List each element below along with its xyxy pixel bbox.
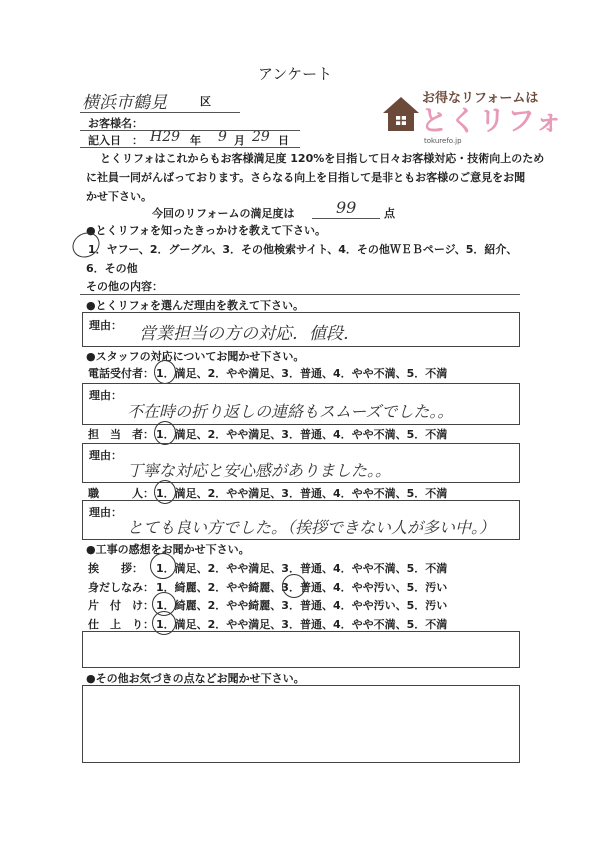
- intro-line-2: に社員一同がんばっております。さらなる向上を目指して是非ともお客様のご意見をお聞: [86, 171, 526, 184]
- other-comment-box: [82, 685, 520, 763]
- date-day: 29: [252, 129, 270, 145]
- day-label: 日: [278, 134, 289, 147]
- page-title: アンケート: [258, 65, 333, 83]
- logo-tagline: お得なリフォームは: [422, 91, 539, 106]
- reason-label: 理由：: [89, 506, 122, 519]
- work-options: 1．満足、2．やや満足、3．普通、4．やや不満、5．不満: [156, 618, 448, 631]
- reason-label: 理由：: [89, 389, 122, 402]
- selected-circle: [282, 574, 306, 598]
- date-year: H29: [150, 129, 181, 145]
- reason-text: 不在時の折り返しの連絡もスムーズでした。。: [127, 402, 454, 421]
- customer-name-label: お客様名：: [88, 117, 143, 130]
- q1-options-line2: 6．その他: [86, 262, 138, 275]
- q5-heading: ●その他お気づきの点などお聞かせ下さい。: [86, 672, 305, 685]
- date-line: [80, 147, 300, 148]
- work-options: 1．綺麗、2．やや綺麗、3．普通、4．やや汚い、5．汚い: [156, 581, 448, 594]
- date-month: 9: [218, 129, 227, 145]
- ward-underline: [80, 112, 240, 113]
- work-options: 1．満足、2．やや満足、3．普通、4．やや不満、5．不満: [156, 562, 448, 575]
- staff-options: 1．満足、2．やや満足、3．普通、4．やや不満、5．不満: [156, 367, 448, 380]
- staff-options: 1．満足、2．やや満足、3．普通、4．やや不満、5．不満: [156, 428, 448, 441]
- reason-text: とても良い方でした。（挨拶できない人が多い中。）: [127, 518, 496, 537]
- q2-reason-box: [82, 312, 520, 347]
- intro-line-3: かせ下さい。: [86, 190, 152, 203]
- reason-text: 丁寧な対応と安心感がありました。。: [127, 461, 392, 480]
- year-label: 年: [190, 134, 201, 147]
- selected-circle: [154, 360, 176, 384]
- selected-circle: [150, 553, 176, 579]
- q1-other-line: [80, 294, 520, 295]
- date-label: 記入日 ：: [88, 134, 143, 147]
- work-comment-box: [82, 631, 520, 668]
- selected-circle: [154, 421, 176, 445]
- satisfaction-line: [312, 218, 380, 219]
- staff-reason-box: [82, 500, 520, 540]
- work-label: 片 付 け：: [88, 599, 154, 612]
- work-options: 1．綺麗、2．やや綺麗、3．普通、4．やや汚い、5．汚い: [156, 599, 448, 612]
- staff-label: 電話受付者：: [88, 367, 154, 380]
- satisfaction-unit: 点: [384, 207, 395, 220]
- q1-other-label: その他の内容：: [86, 280, 163, 293]
- staff-reason-box: [82, 383, 520, 425]
- ward-value: 横浜市鶴見: [82, 93, 167, 113]
- q1-options-line1: 1．ヤフー、2．グーグル、3．その他検索サイト、4．その他ＷＥＢページ、5．紹介、: [88, 243, 518, 256]
- staff-options: 1．満足、2．やや満足、3．普通、4．やや不満、5．不満: [156, 487, 448, 500]
- intro-line-1: とくリフォはこれからもお客様満足度 120%を目指して日々お客様対応・技術向上のため: [100, 152, 545, 165]
- satisfaction-label: 今回のリフォームの満足度は: [152, 207, 295, 220]
- staff-label: 担 当 者：: [88, 428, 154, 441]
- q1-heading: ●とくリフォを知ったきっかけを教えて下さい。: [86, 224, 327, 237]
- month-label: 月: [234, 134, 245, 147]
- staff-reason-box: [82, 443, 520, 483]
- logo-url: tokurefo.jp: [424, 137, 462, 145]
- ward-label: 区: [200, 95, 211, 108]
- q2-heading: ●とくリフォを選んだ理由を教えて下さい。: [86, 299, 305, 312]
- work-label: 挨 拶：: [88, 562, 143, 575]
- reason-label: 理由：: [89, 449, 122, 462]
- q4-heading: ●工事の感想をお聞かせ下さい。: [86, 543, 250, 556]
- reason-label: 理由：: [89, 319, 122, 332]
- staff-label: 職 人：: [88, 487, 154, 500]
- q3-heading: ●スタッフの対応についてお聞かせ下さい。: [86, 350, 305, 363]
- house-icon: [382, 95, 420, 133]
- work-label: 身だしなみ：: [88, 581, 154, 594]
- satisfaction-value: 99: [336, 198, 357, 217]
- work-label: 仕 上 り：: [88, 618, 154, 631]
- reason-text: 営業担当の方の対応．値段．: [139, 324, 360, 344]
- logo-brand: とくリフォ: [420, 104, 564, 137]
